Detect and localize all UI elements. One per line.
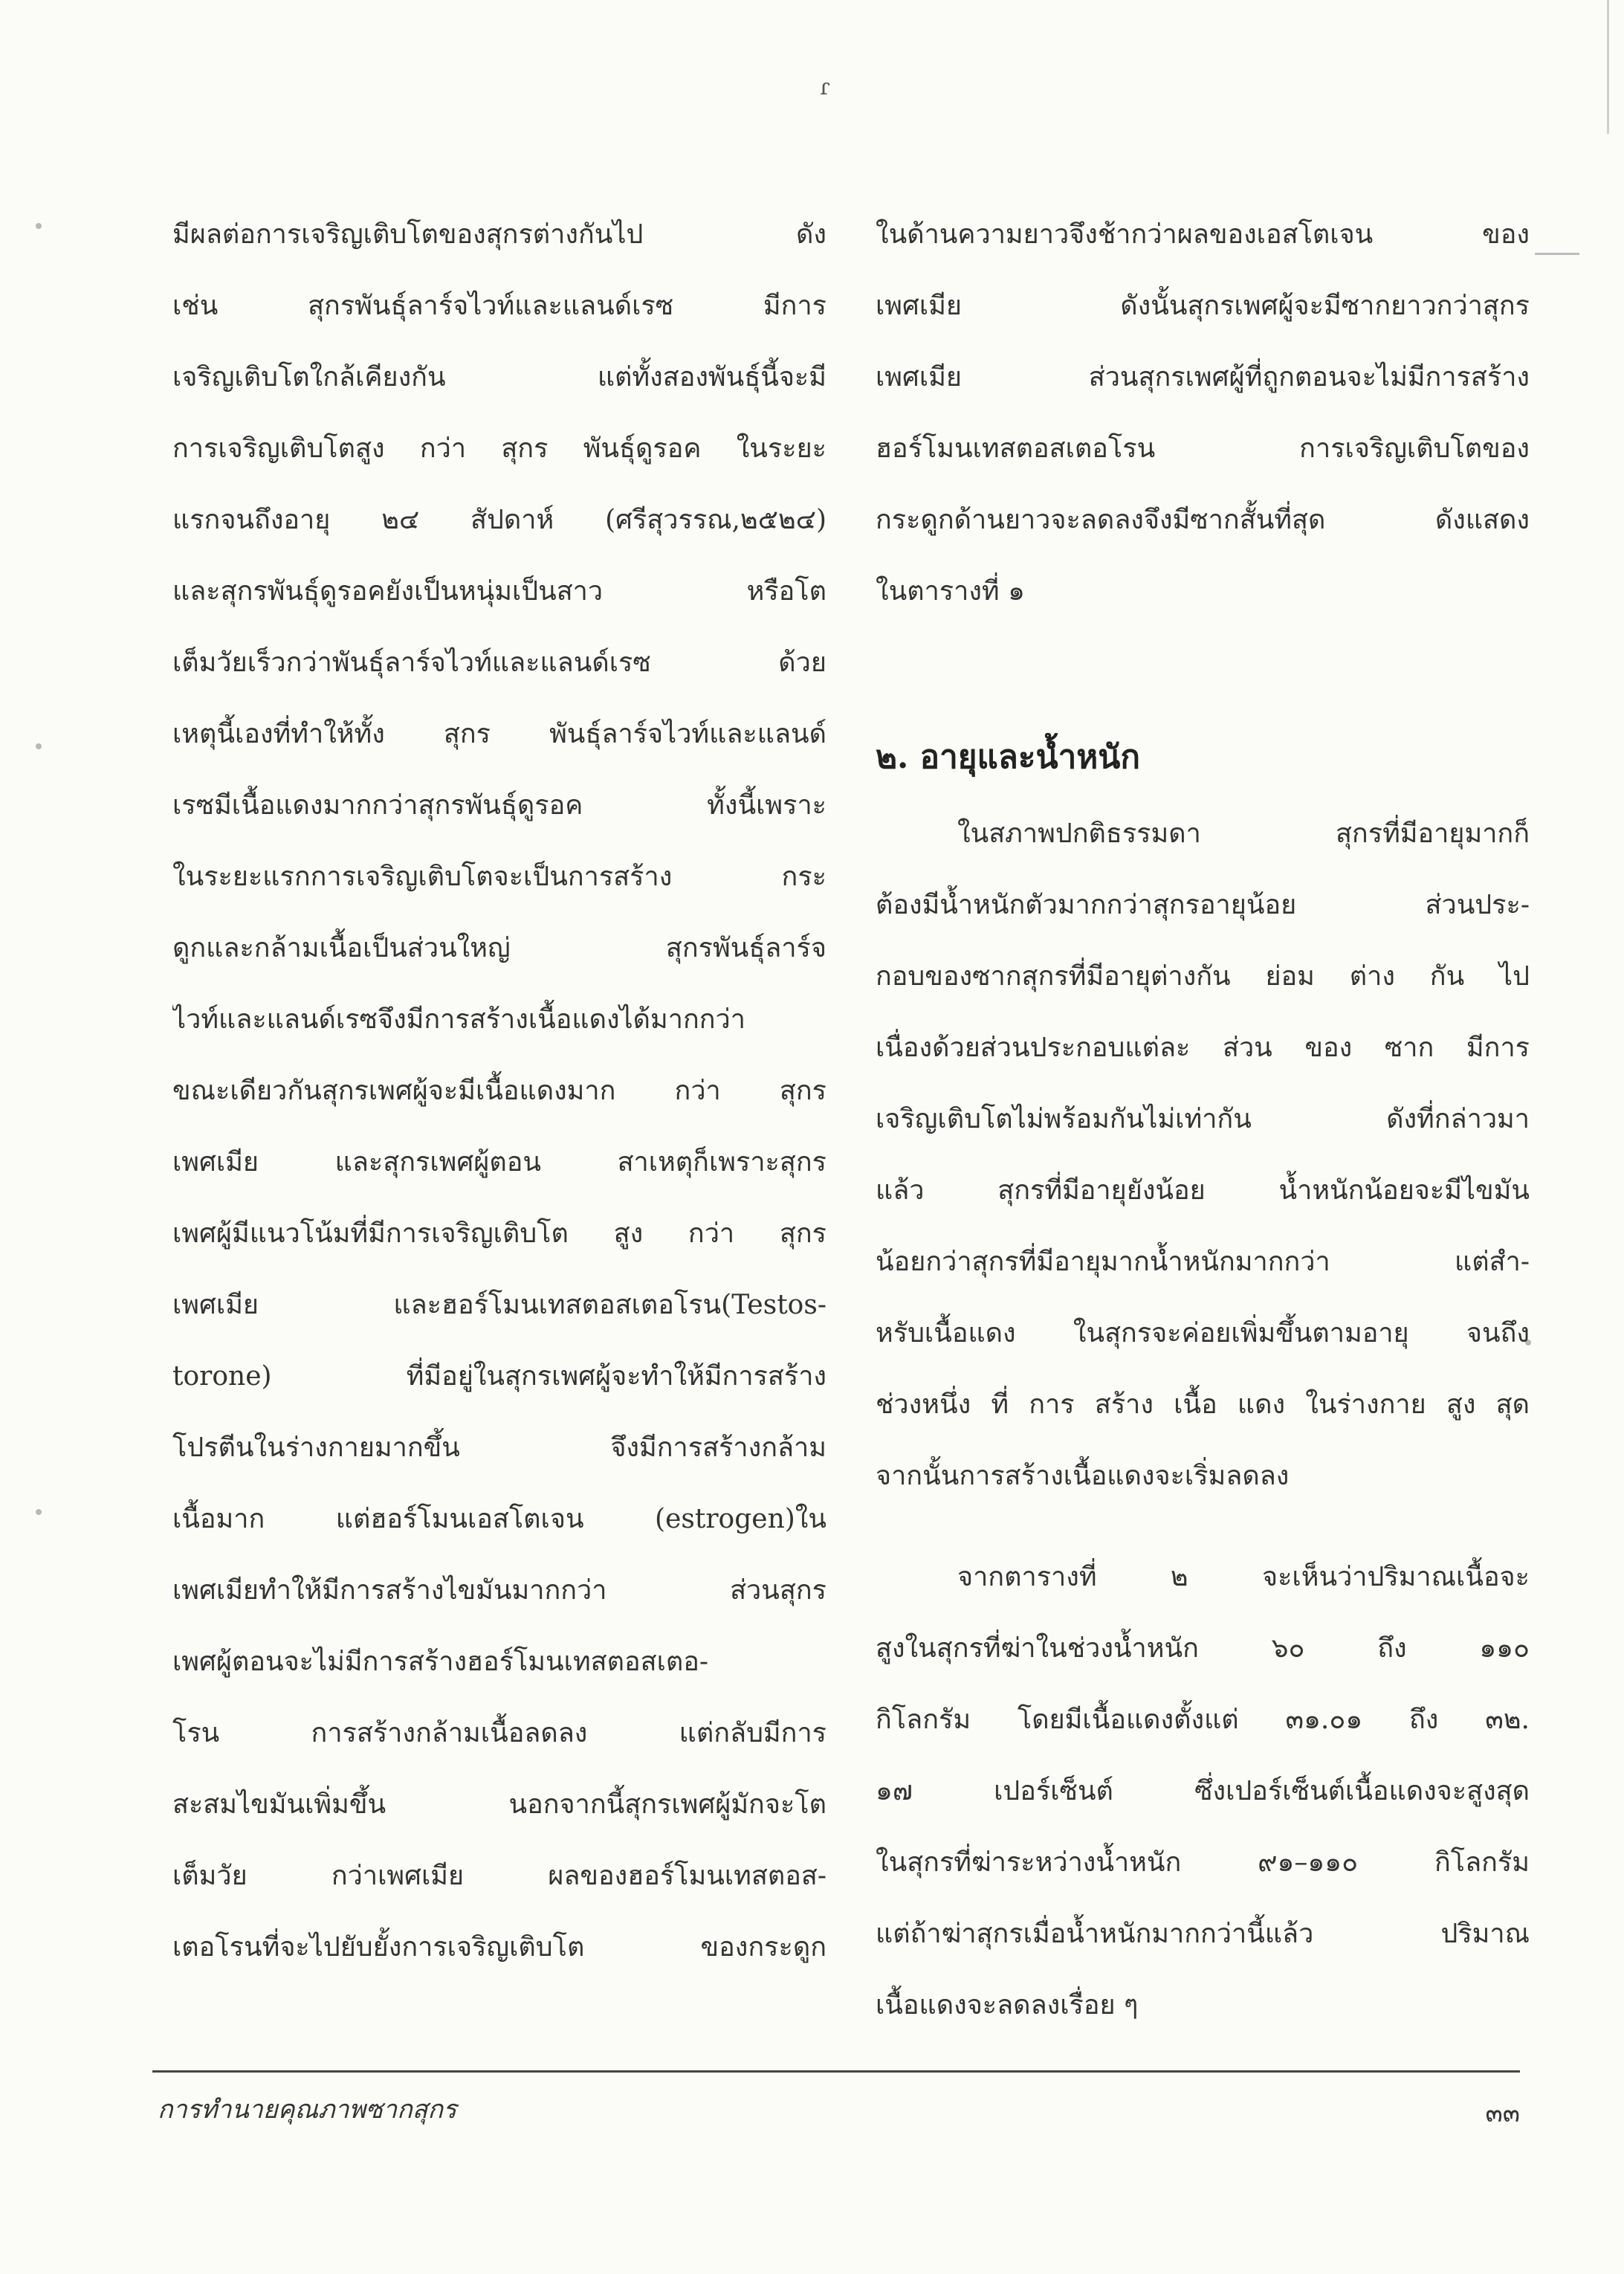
text-line: เรซมีเนื้อแดงมากกว่าสุกรพันธุ์ดูรอค ทั้งนี้เพราะ	[172, 790, 826, 821]
text-line: เต็มวัยเร็วกว่าพันธุ์ลาร์จไวท์และแลนด์เรซ ด้วย	[172, 647, 826, 678]
text-line: กอบของซากสุกรที่มีอายุต่างกัน ย่อม ต่าง กัน ไป	[876, 961, 1530, 992]
text-line: โปรตีนในร่างกายมากขึ้น จึงมีการสร้างกล้าม	[172, 1432, 826, 1463]
text-line: ในสุกรที่ฆ่าระหว่างน้ำหนัก ๙๑–๑๑๐ กิโลกรัม	[876, 1847, 1530, 1878]
text-line: ไวท์และแลนด์เรซจึงมีการสร้างเนื้อแดงได้มากกว่า	[172, 1004, 745, 1035]
scan-dot	[36, 743, 42, 749]
left-column	[172, 199, 826, 1983]
text-line: ต้องมีน้ำหนักตัวมากกว่าสุกรอายุน้อย ส่วนประ-	[876, 890, 1530, 920]
text-line: เพศผู้ตอนจะไม่มีการสร้างฮอร์โมนเทสตอสเตอ-	[172, 1647, 709, 1677]
text-line: กระดูกด้านยาวจะลดลงจึงมีซากสั้นที่สุด ดังแสดง	[876, 505, 1530, 535]
page-number: ๓๓	[1485, 2099, 1520, 2128]
footer-rule	[152, 2070, 1520, 2073]
text-line: และสุกรพันธุ์ดูรอคยังเป็นหนุ่มเป็นสาว หรือโต	[172, 576, 826, 607]
text-line: หรับเนื้อแดง ในสุกรจะค่อยเพิ่มขึ้นตามอายุ จนถึง	[876, 1318, 1530, 1348]
text-line: การเจริญเติบโตสูง กว่า สุกร พันธุ์ดูรอค ในระยะ	[172, 433, 826, 464]
text-line: เนื่องด้วยส่วนประกอบแต่ละ ส่วน ของ ซาก มีการ	[876, 1033, 1530, 1063]
text-line: น้อยกว่าสุกรที่มีอายุมากน้ำหนักมากกว่า แต่สำ-	[876, 1247, 1530, 1277]
paragraph-table-2	[876, 1542, 1530, 2041]
text-line: จากนั้นการสร้างเนื้อแดงจะเริ่มลดลง	[876, 1461, 1290, 1491]
footer-title: การทำนายคุณภาพซากสุกร	[158, 2095, 457, 2125]
text-line: เช่น สุกรพันธุ์ลาร์จไวท์และแลนด์เรซ มีการ	[172, 291, 826, 321]
scan-edge-line	[1607, 0, 1609, 134]
text-line: ดูกและกล้ามเนื้อเป็นส่วนใหญ่ สุกรพันธุ์ลาร์จ	[172, 933, 826, 963]
text-line: ช่วงหนึ่ง ที่ การ สร้าง เนื้อ แดง ในร่างกาย สูง สุด	[876, 1389, 1530, 1420]
text-line: มีผลต่อการเจริญเติบโตของสุกรต่างกันไป ดัง	[172, 219, 826, 250]
text-line: เจริญเติบโตไม่พร้อมกันไม่เท่ากัน ดังที่กล่าวมา	[876, 1104, 1530, 1134]
text-line: เต็มวัย กว่าเพศเมีย ผลของฮอร์โมนเทสตอส-	[172, 1861, 826, 1891]
text-line: กิโลกรัม โดยมีเนื้อแดงตั้งแต่ ๓๑.๐๑ ถึง ๓๒.	[876, 1705, 1530, 1735]
text-line: เนื้อแดงจะลดลงเรื่อย ๆ	[876, 1990, 1139, 2021]
top-mark: ɾ	[820, 74, 830, 100]
margin-mark	[1535, 253, 1579, 255]
text-line: แล้ว สุกรที่มีอายุยังน้อย น้ำหนักน้อยจะมีไขมัน	[876, 1175, 1530, 1206]
text-line: แรกจนถึงอายุ ๒๔ สัปดาห์ (ศรีสุวรรณ,๒๕๒๔)	[172, 505, 826, 535]
text-line: จากตารางที่ ๒ จะเห็นว่าปริมาณเนื้อจะ	[957, 1562, 1530, 1592]
text-line: ในสภาพปกติธรรมดา สุกรที่มีอายุมากก็	[957, 818, 1530, 849]
paragraph-spacer	[876, 1512, 1530, 1542]
text-line: เหตุนี้เองที่ทำให้ทั้ง สุกร พันธุ์ลาร์จไวท์และแลนด์	[172, 719, 826, 749]
text-line: ในตารางที่ ๑	[876, 576, 1025, 607]
text-line: torone) ที่มีอยู่ในสุกรเพศผู้จะทำให้มีการสร้าง	[172, 1361, 826, 1392]
text-line: สะสมไขมันเพิ่มขึ้น นอกจากนี้สุกรเพศผู้มักจะโต	[172, 1789, 826, 1820]
text-line: เพศเมีย ดังนั้นสุกรเพศผู้จะมีซากยาวกว่าสุกร	[876, 291, 1530, 321]
text-line: ฮอร์โมนเทสตอสเตอโรน การเจริญเติบโตของ	[876, 433, 1530, 464]
text-line: เจริญเติบโตใกล้เคียงกัน แต่ทั้งสองพันธุ์นี้จะมี	[172, 362, 826, 393]
text-line: ในระยะแรกการเจริญเติบโตจะเป็นการสร้าง กระ	[172, 862, 826, 892]
text-line: เพศเมียทำให้มีการสร้างไขมันมากกว่า ส่วนสุกร	[172, 1575, 826, 1606]
right-column	[876, 199, 1530, 2041]
text-line: เพศเมีย และฮอร์โมนเทสตอสเตอโรน(Testos-	[172, 1290, 826, 1320]
text-line: เพศผู้มีแนวโน้มที่มีการเจริญเติบโต สูง กว่า สุกร	[172, 1218, 826, 1249]
section-heading: ๒. อายุและน้ำหนัก	[876, 738, 1141, 776]
scan-dot	[36, 1509, 42, 1515]
text-line: โรน การสร้างกล้ามเนื้อลดลง แต่กลับมีการ	[172, 1718, 826, 1748]
text-line: ๑๗ เปอร์เซ็นต์ ซึ่งเปอร์เซ็นต์เนื้อแดงจะสูงสุด	[876, 1776, 1530, 1806]
text-line: ในด้านความยาวจึงช้ากว่าผลของเอสโตเจน ของ	[876, 219, 1530, 250]
paragraph-age-weight	[876, 798, 1530, 1512]
text-line: เพศเมีย ส่วนสุกรเพศผู้ที่ถูกตอนจะไม่มีการสร้าง	[876, 362, 1530, 393]
text-line: ขณะเดียวกันสุกรเพศผู้จะมีเนื้อแดงมาก กว่า สุกร	[172, 1076, 826, 1106]
text-line: สูงในสุกรที่ฆ่าในช่วงน้ำหนัก ๖๐ ถึง ๑๑๐	[876, 1633, 1530, 1664]
right-column-continuation	[876, 199, 1530, 627]
text-line: เพศเมีย และสุกรเพศผู้ตอน สาเหตุก็เพราะสุกร	[172, 1147, 826, 1178]
scan-dot	[36, 223, 42, 229]
text-line: เตอโรนที่จะไปยับยั้งการเจริญเติบโต ของกระดูก	[172, 1932, 826, 1963]
text-line: แต่ถ้าฆ่าสุกรเมื่อน้ำหนักมากกว่านี้แล้ว ปริมาณ	[876, 1919, 1530, 1949]
text-line: เนื้อมาก แต่ฮอร์โมนเอสโตเจน (estrogen)ใน	[172, 1504, 826, 1534]
